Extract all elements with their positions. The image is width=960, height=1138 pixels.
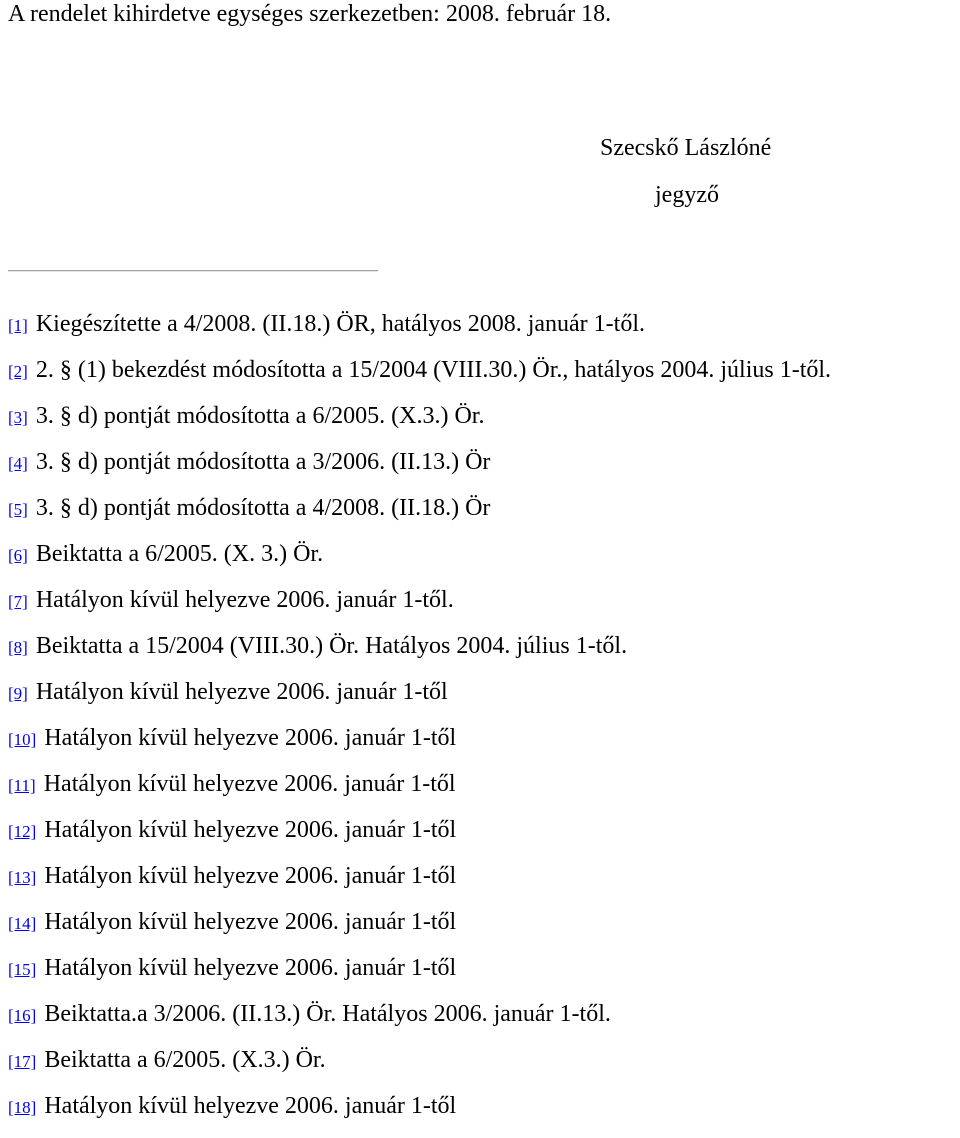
footnote-item — [8, 494, 831, 540]
footnote-text: Hatályon kívül helyezve 2006. január 1-től — [44, 725, 457, 751]
footnote-ref-link[interactable]: [17] — [8, 1052, 37, 1071]
footnote-item — [8, 816, 831, 862]
footnote-text: Hatályon kívül helyezve 2006. január 1-től — [43, 771, 456, 797]
footnote-text: Hatályon kívül helyezve 2006. január 1-től — [44, 817, 457, 843]
footnote-divider — [8, 270, 378, 272]
footnote-ref-link[interactable]: [7] — [8, 592, 28, 611]
footnote-text: 3. § d) pontját módosította a 6/2005. (X.3.) Ör. — [35, 403, 485, 429]
footnote-item — [8, 1000, 831, 1046]
footnote-item — [8, 954, 831, 1000]
footnote-item — [8, 678, 831, 724]
footnote-item — [8, 356, 831, 402]
footnote-text: Hatályon kívül helyezve 2006. január 1-től — [44, 909, 457, 935]
footnote-ref-link[interactable]: [1] — [8, 316, 28, 335]
footnote-text: Hatályon kívül helyezve 2006. január 1-től — [44, 1093, 457, 1119]
footnote-text: Hatályon kívül helyezve 2006. január 1-től — [44, 955, 457, 981]
footnote-text: 3. § d) pontját módosította a 4/2008. (II.18.) Ör — [35, 495, 491, 521]
footnote-ref-link[interactable]: [3] — [8, 408, 28, 427]
footnote-item — [8, 586, 831, 632]
footnote-list — [8, 310, 831, 1138]
footnote-text: Hatályon kívül helyezve 2006. január 1-től. — [35, 587, 454, 613]
footnote-ref-link[interactable]: [14] — [8, 914, 37, 933]
footnote-ref-link[interactable]: [2] — [8, 362, 28, 381]
footnote-ref-link[interactable]: [11] — [8, 776, 36, 795]
footnote-text: Kiegészítette a 4/2008. (II.18.) ÖR, hatályos 2008. január 1-től. — [35, 311, 646, 337]
footnote-ref-link[interactable]: [16] — [8, 1006, 37, 1025]
footnote-item — [8, 770, 831, 816]
footnote-ref-link[interactable]: [4] — [8, 454, 28, 473]
footnote-ref-link[interactable]: [5] — [8, 500, 28, 519]
footnote-ref-link[interactable]: [18] — [8, 1098, 37, 1117]
footnote-item — [8, 908, 831, 954]
footnote-text: Beiktatta a 6/2005. (X. 3.) Ör. — [35, 541, 324, 567]
footnote-ref-link[interactable]: [9] — [8, 684, 28, 703]
footnote-item — [8, 632, 831, 678]
footnote-ref-link[interactable]: [6] — [8, 546, 28, 565]
footnote-item — [8, 1092, 831, 1138]
footnote-item — [8, 402, 831, 448]
footnote-item — [8, 540, 831, 586]
footnote-ref-link[interactable]: [13] — [8, 868, 37, 887]
footnote-ref-link[interactable]: [10] — [8, 730, 37, 749]
footnote-text: Beiktatta.a 3/2006. (II.13.) Ör. Hatályos 2006. január 1-től. — [44, 1001, 611, 1027]
footnote-item — [8, 862, 831, 908]
footnote-text: 3. § d) pontját módosította a 3/2006. (II.13.) Ör — [35, 449, 491, 475]
footnote-ref-link[interactable]: [8] — [8, 638, 28, 657]
signer-name: Szecskő Lászlóné — [600, 135, 772, 161]
footnote-item — [8, 448, 831, 494]
footnote-text: Hatályon kívül helyezve 2006. január 1-től — [35, 679, 448, 705]
footnote-ref-link[interactable]: [15] — [8, 960, 37, 979]
footnote-text: Hatályon kívül helyezve 2006. január 1-től — [44, 863, 457, 889]
footnote-text: Beiktatta a 6/2005. (X.3.) Ör. — [44, 1047, 326, 1073]
footnote-item — [8, 724, 831, 770]
footnote-text: Beiktatta a 15/2004 (VIII.30.) Ör. Hatályos 2004. július 1-től. — [35, 633, 628, 659]
footnote-item — [8, 310, 831, 356]
signer-title: jegyző — [655, 182, 719, 208]
promulgation-note: A rendelet kihirdetve egységes szerkezetben: 2008. február 18. — [8, 1, 612, 27]
footnote-item — [8, 1046, 831, 1092]
footnote-text: 2. § (1) bekezdést módosította a 15/2004 (VIII.30.) Ör., hatályos 2004. július 1-től. — [35, 357, 832, 383]
footnote-ref-link[interactable]: [12] — [8, 822, 37, 841]
